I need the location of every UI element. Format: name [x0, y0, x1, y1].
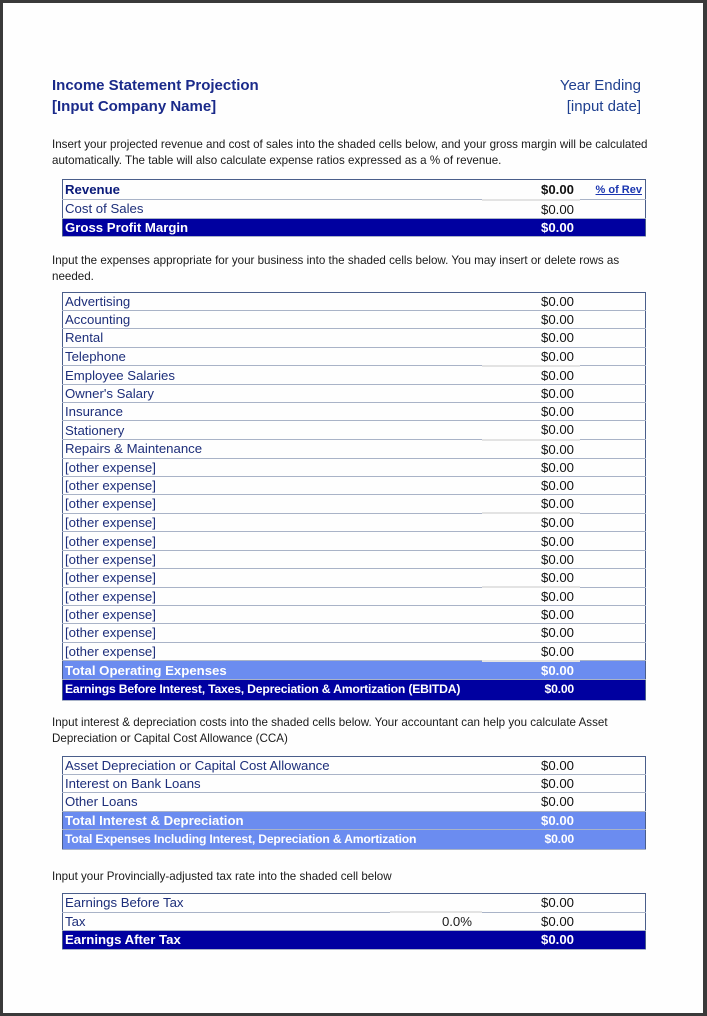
pct-of-rev-link[interactable]: % of Rev	[595, 184, 642, 196]
expense-row	[63, 421, 646, 440]
expense-row	[63, 293, 646, 311]
expense-row	[63, 532, 646, 550]
row-label[interactable]: Stationery	[65, 422, 125, 438]
expense-row	[63, 476, 646, 494]
total-interest-row	[63, 811, 646, 829]
expense-row	[63, 403, 646, 421]
row-value[interactable]: $0.00	[482, 495, 580, 514]
row-value[interactable]: $0.00	[540, 312, 574, 328]
row-value[interactable]: $0.00	[540, 386, 574, 402]
row-value[interactable]: $0.00	[540, 625, 574, 641]
row-label[interactable]: [other expense]	[65, 607, 156, 623]
interest-row	[63, 775, 646, 793]
expense-row	[63, 495, 646, 514]
gross-profit-row	[63, 218, 646, 236]
expense-row	[63, 568, 646, 587]
row-label[interactable]: [other expense]	[65, 515, 156, 531]
row-value[interactable]: $0.00	[540, 607, 574, 623]
expense-row	[63, 624, 646, 642]
expense-row	[63, 311, 646, 329]
expense-row	[63, 587, 646, 606]
ebitda-row	[63, 679, 646, 700]
total-interest-value: $0.00	[482, 811, 580, 829]
row-label[interactable]: [other expense]	[65, 625, 156, 641]
earnings-before-tax-label: Earnings Before Tax	[65, 895, 184, 911]
row-label[interactable]: Rental	[65, 330, 104, 346]
expense-row	[63, 458, 646, 476]
row-value[interactable]: $0.00	[540, 404, 574, 420]
row-label[interactable]: Owner's Salary	[65, 386, 154, 402]
row-value[interactable]: $0.00	[540, 589, 574, 605]
earnings-after-tax-value: $0.00	[482, 931, 580, 949]
interest-instructions: Input interest & depreciation costs into the shaded cells below. Your accountant can help you calculate Asset Depreciation or Capital Cost Allowance (CCA)	[52, 716, 608, 745]
interest-row	[63, 793, 646, 811]
row-label[interactable]: Insurance	[65, 404, 123, 420]
interest-table	[62, 756, 646, 850]
row-label[interactable]: Repairs & Maintenance	[65, 441, 203, 457]
row-value[interactable]: $0.00	[540, 794, 574, 810]
row-value[interactable]: $0.00	[540, 758, 574, 774]
expense-instructions: Input the expenses appropriate for your business into the shaded cells below. You may insert or delete rows as needed.	[52, 254, 620, 283]
company-name-field[interactable]: [Input Company Name]	[52, 98, 217, 115]
row-value[interactable]: $0.00	[540, 459, 574, 475]
earnings-after-tax-row	[63, 931, 646, 949]
row-label[interactable]: [other expense]	[65, 496, 156, 512]
earnings-before-tax-value: $0.00	[540, 895, 574, 911]
expense-row	[63, 329, 646, 347]
row-value[interactable]: $0.00	[540, 367, 574, 383]
tax-table	[62, 893, 646, 950]
expense-row	[63, 642, 646, 661]
revenue-value[interactable]: $0.00	[482, 180, 580, 200]
tax-rate-input[interactable]: 0.0%	[390, 912, 482, 931]
row-value[interactable]: $0.00	[540, 441, 574, 457]
row-value[interactable]: $0.00	[482, 347, 580, 366]
spreadsheet-page	[3, 3, 703, 1013]
row-value[interactable]: $0.00	[540, 515, 574, 531]
ebitda-label: Earnings Before Interest, Taxes, Depreciation & Amortization (EBITDA)	[63, 679, 483, 700]
row-label[interactable]: Other Loans	[65, 794, 138, 810]
earnings-before-tax-row	[63, 894, 646, 913]
expense-row	[63, 440, 646, 459]
tax-row	[63, 912, 646, 931]
total-operating-expenses-label: Total Operating Expenses	[63, 661, 483, 680]
gross-profit-value: $0.00	[482, 218, 580, 236]
row-label[interactable]: [other expense]	[65, 643, 156, 659]
row-value[interactable]: $0.00	[482, 568, 580, 587]
row-label[interactable]: Accounting	[65, 312, 131, 328]
row-label[interactable]: [other expense]	[65, 570, 156, 586]
row-label[interactable]: [other expense]	[65, 551, 156, 567]
interest-row	[63, 757, 646, 775]
row-value[interactable]: $0.00	[540, 477, 574, 493]
expense-row	[63, 550, 646, 568]
row-label[interactable]: Asset Depreciation or Capital Cost Allowance	[65, 758, 330, 774]
expense-row	[63, 513, 646, 532]
total-expenses-label: Total Expenses Including Interest, Depreciation & Amortization	[63, 829, 483, 849]
row-value[interactable]: $0.00	[540, 776, 574, 792]
row-value[interactable]: $0.00	[540, 533, 574, 549]
gross-profit-label: Gross Profit Margin	[63, 218, 483, 236]
expense-row	[63, 366, 646, 385]
row-label[interactable]: Employee Salaries	[65, 367, 175, 383]
expense-row	[63, 606, 646, 624]
row-value[interactable]: $0.00	[540, 330, 574, 346]
year-ending-label: Year Ending	[559, 77, 641, 94]
revenue-row	[63, 180, 646, 200]
cost-of-sales-row	[63, 200, 646, 219]
row-value[interactable]: $0.00	[482, 642, 580, 661]
row-value[interactable]: $0.00	[540, 551, 574, 567]
row-value[interactable]: $0.00	[482, 421, 580, 440]
cost-of-sales-label: Cost of Sales	[65, 201, 144, 217]
row-value[interactable]: $0.00	[540, 294, 574, 310]
tax-value: $0.00	[540, 914, 574, 930]
page-title: Income Statement Projection	[52, 77, 259, 94]
date-field[interactable]: [input date]	[566, 98, 641, 115]
tax-instructions: Input your Provincially-adjusted tax rate into the shaded cell below	[52, 870, 392, 883]
row-label[interactable]: Advertising	[65, 294, 131, 310]
ebitda-value: $0.00	[482, 679, 580, 700]
total-expenses-value: $0.00	[482, 829, 580, 849]
expense-row	[63, 347, 646, 366]
revenue-table	[62, 179, 646, 237]
total-expenses-row	[63, 829, 646, 849]
revenue-label: Revenue	[65, 182, 120, 197]
row-label[interactable]: [other expense]	[65, 459, 156, 475]
cost-of-sales-value[interactable]: $0.00	[540, 201, 574, 217]
total-interest-label: Total Interest & Depreciation	[63, 811, 483, 829]
total-operating-expenses-row	[63, 661, 646, 680]
row-label[interactable]: Telephone	[65, 348, 126, 364]
row-label[interactable]: [other expense]	[65, 477, 156, 493]
expenses-table	[62, 292, 646, 701]
total-operating-expenses-value: $0.00	[482, 661, 580, 680]
earnings-after-tax-label: Earnings After Tax	[63, 931, 391, 949]
row-label[interactable]: [other expense]	[65, 588, 156, 604]
tax-label: Tax	[65, 914, 86, 930]
row-label[interactable]: Interest on Bank Loans	[65, 776, 201, 792]
revenue-instructions: Insert your projected revenue and cost of sales into the shaded cells below, and your gross margin will be calculated automatically. The table will also calculate expense ratios expressed as a % of revenue.	[52, 138, 648, 167]
expense-row	[63, 384, 646, 402]
row-label[interactable]: [other expense]	[65, 533, 156, 549]
